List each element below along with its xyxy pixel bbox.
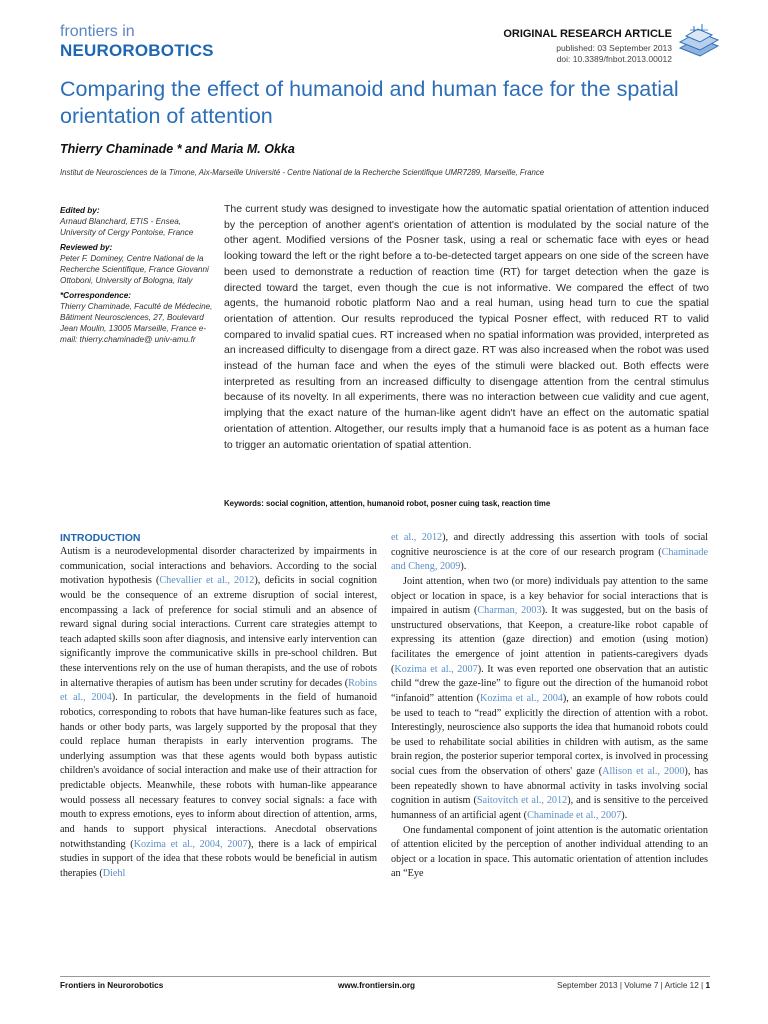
text-run: ). In particular, the developments in the field of humanoid robotics, corresponding to robots that have human-like features such as face, hands or other body parts, was largely supported by the proposal that they could replace human therapists in early intervention programs. The underlying assumption was that these agents would both bypass autistic children's avoidance of social interaction and make use of their attraction for predictable objects. Meanwhile, these robots with human-like appearance would possess all necessary features to convey social signals: a face with mouth to express emotions, eyes to inform about direction of attention, arms, and hands to support physical interactions. Anecdotal observations notwithstanding (: [60, 692, 377, 850]
citation-link[interactable]: Diehl: [102, 867, 126, 879]
citation-link[interactable]: Chevallier et al., 2012: [159, 575, 255, 587]
text-run: Joint attention, when two (or more) individuals pay attention to the same object or location in space, is a key behavior for social interactions that is impaired in autism (: [391, 575, 708, 617]
paragraph: One fundamental component of joint attention is the automatic orientation of attention elicited by the perception of another individual attending to an object or a location in space. This automatic orientation of attention includes an “Eye: [391, 824, 708, 880]
abstract: The current study was designed to investigate how the automatic spatial orientation of attention induced by the perception of another agent's orientation of attention is modulated by the social nature of the other agent. Modified versions of the Posner task, using a real or schematic face with eyes or head looking toward the left or the right before a to-be-detected target appears on one side of the screen have been used to demonstrate a reduction of reaction time (RT) for target detection when the gaze is directed toward the target, even though the cue is not informative. We compared the effect of two agents, the humanoid robotic platform Nao and a real human, using head turn to cue the spatial orientation of attention. Our results reproduced the typical Posner effect, with reduced RT to valid compared to invalid spatial cues. RT increased when no spatial information was provided, interpreted as an increased difficulty to disengage from a direct gaze. RT was also increased when the robot was used instead of the human face and when the eyes of the stimuli were blacked out. Both effects were interpreted as resulting from an increased difficulty to disengage attention from the central stimulus because of its novelty. In all experiments, there was no interaction between cue validity and cue agent, implying that the exact nature of the human-like agent didn't have an effect on the automatic spatial orientation of attention. Altogether, our results imply that a humanoid face is as potent as a human face to trigger an automatic orientation of spatial attention.: [224, 203, 709, 451]
citation-link[interactable]: Chaminade and Cheng, 2009: [391, 546, 708, 573]
text-run: ), deficits in social cognition would be the consequence of an extreme disruption of social interest, encompassing a lack of preference for social stimuli and an absence of reward signal during social interactions. Current care strategies attempt to teach adapted skills soon after diagnosis, and intensive early intervention can significantly improve the communicative skills in pre-school children. But these interventions rely on the use of human therapists, and the use of robots in alternative therapies of autism has been under scrutiny for decades (: [60, 575, 378, 689]
reviewed-by-label: Reviewed by:: [60, 243, 113, 252]
authors: Thierry Chaminade * and Maria M. Okka: [60, 142, 295, 156]
journal-name-line2: NEUROROBOTICS: [60, 41, 214, 60]
text-run: ), and is sensitive to the perceived humanness of an artificial agent (: [391, 795, 708, 821]
citation-link[interactable]: et al., 2012: [391, 532, 443, 543]
paragraph: [60, 545, 377, 881]
citation-link[interactable]: Allison et al., 2000: [602, 766, 685, 777]
footer-issue-text: September 2013 | Volume 7 | Article 12 |: [557, 981, 704, 990]
article-title: Comparing the effect of humanoid and human face for the spatial orientation of attention: [60, 77, 679, 128]
citation-link[interactable]: Charman, 2003: [477, 605, 542, 617]
edited-by-label: Edited by:: [60, 206, 100, 215]
body-column-left: [60, 531, 377, 881]
footer-journal: Frontiers in Neurorobotics: [60, 981, 164, 990]
edited-by: Arnaud Blanchard, ETIS - Ensea, University of Cergy Pontoise, France: [60, 217, 194, 237]
citation-link[interactable]: Kozima et al., 2007: [394, 663, 478, 675]
citation-link[interactable]: Kozima et al., 2004: [480, 692, 563, 704]
text-run: Autism is a neurodevelopmental disorder characterized by impairments in communication, social interactions and behaviors. According to the social motivation hypothesis (: [60, 546, 377, 587]
page-number: 1: [705, 981, 710, 990]
footer-url[interactable]: www.frontiersin.org: [338, 981, 416, 990]
affiliation: Institut de Neurosciences de la Timone, Aix-Marseille Université - Centre National de la Recherche Scientifique UMR7289, Marseille, France: [60, 168, 545, 177]
citation-link[interactable]: Kozima et al., 2004, 2007: [133, 838, 248, 850]
frontiers-logo-icon: [676, 22, 722, 62]
paragraph: [391, 531, 708, 575]
article-type: ORIGINAL RESEARCH ARTICLE: [503, 28, 672, 40]
body-column-right: [391, 531, 708, 882]
correspondence: Thierry Chaminade, Faculté de Médecine, Bâtiment Neurosciences, 27, Boulevard Jean Moulin, 13005 Marseille, France e-mail: thierry.chaminade@ univ-amu.fr: [60, 302, 213, 344]
citation-link[interactable]: Robins et al., 2004: [60, 677, 377, 704]
sidebar-info: [60, 205, 218, 345]
text-run: ).: [621, 809, 628, 821]
doi: doi: 10.3389/fnbot.2013.00012: [556, 54, 672, 64]
publication-meta: [556, 43, 672, 65]
citation-link[interactable]: Saitovitch et al., 2012: [476, 795, 568, 807]
text-run: ). It was even reported one observation that an autistic child “drew the gaze-line” to figure out the direction of the humanoid robot “infanoid” attention (: [391, 663, 708, 704]
paragraph: [391, 575, 708, 824]
text-run: ).: [460, 561, 467, 573]
keywords: Keywords: social cognition, attention, humanoid robot, posner cuing task, reaction time: [224, 499, 551, 508]
text-run: ), there is a lack of empirical studies in support of the idea that these robots would be beneficial in autism therapies (: [60, 838, 377, 879]
text-run: ), and directly addressing this assertion with tools of social cognitive neuroscience is at the core of our research program (: [391, 532, 708, 558]
footer-issue: [557, 981, 710, 990]
correspondence-label: *Correspondence:: [60, 291, 131, 300]
section-title: INTRODUCTION: [60, 532, 141, 544]
reviewed-by: Peter F. Dominey, Centre National de la Recherche Scientifique, France Giovanni Ottoboni, University of Bologna, Italy: [60, 254, 209, 285]
text-run: ), an example of how robots could be used to teach to “read” explicitly the direction of attention with a robot. Interestingly, neuroscience also supports the idea that humanoid robots could be used to rehabilitate social abilities in children with autism, as the same brain region, the posterior superior temporal cortex, is involved in processing social cues from the observation of others' gaze (: [391, 692, 708, 777]
published-date: published: 03 September 2013: [556, 43, 672, 53]
journal-name-line1: frontiers in: [60, 23, 135, 40]
text-run: ), has been repeatedly shown to have abnormal activity in tasks involving social cognition in autism (: [391, 766, 708, 807]
footer-divider: [60, 976, 710, 977]
citation-link[interactable]: Chaminade et al., 2007: [527, 809, 622, 821]
text-run: ). It was suggested, but on the basis of unstructured observations, that Keepon, a creature-like robot capable of expressing its attention (gaze direction) and emotion (using motion) facilitates the emergence of joint attention in patients-caregivers dyads (: [391, 605, 708, 675]
